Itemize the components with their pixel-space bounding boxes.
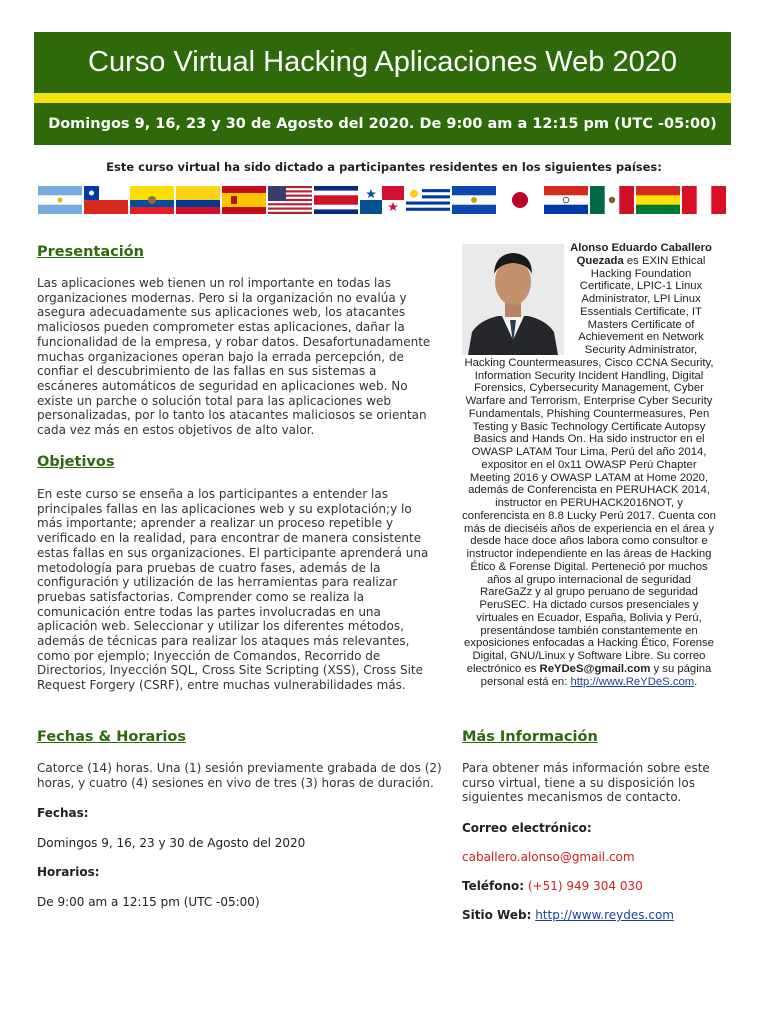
course-schedule: Domingos 9, 16, 23 y 30 de Agosto del 2020. De 9:00 am a 12:15 pm (UTC -05:00): [34, 103, 731, 145]
bio-text: es EXIN Ethical Hacking Foundation Certificate, LPIC-1 Linux Administrator, LPI Linux Essentials Certificate, IT Masters Certificate of Achievement en Network Security Administrator, Hacking Countermeasures, Cisco CCNA Security, Information Security Incident Handling, Digital Forensics, Cybersecurity Management, Cyber Warfare and Terrorism, Enterprise Cyber Security Fundamentals, Phishing Countermeasures, Pen Testing y Basic Technology Certificate Autopsy Basics and Hands On. Ha sido instructor en el OWASP LATAM Tour Lima, Perú del año 2014, expositor en el 0x11 OWASP Perú Chapter Meeting 2016 y OWASP LATAM at Home 2020, además de Conferencista en PERUHACK 2014, instructor en PERUHACK2016NOT, y conferencista en 8.8 Lucky Perú 2017. Cuenta con más de dieciséis años de experiencia en el área y desde hace doce años labora como consultor e instructor independiente en las áreas de Hacking Ético & Forense Digital. Perteneció por muchos años al grupo internacional de seguridad RareGaZz y al grupo peruano de seguridad PeruSEC. Ha dictado cursos presenciales y virtuales en Ecuador, España, Bolivia y Perú, presentándose también constantemente en exposiciones enfocadas a Hacking Ético, Forense Digital, GNU/Linux y Software Libre. Su correo electrónico es: [462, 254, 716, 675]
fechas-text: Catorce (14) horas. Una (1) sesión previamente grabada de dos (2) horas, y cuatro (4) sesiones en vivo de tres (3) horas de duración.: [37, 761, 442, 790]
fechas-value: Domingos 9, 16, 23 y 30 de Agosto del 2020: [37, 836, 306, 850]
site-row: [462, 908, 674, 922]
info-title: Más Información: [462, 729, 598, 745]
spain-flag: [222, 186, 266, 214]
bio-text-2: y su página personal está en:: [480, 662, 712, 688]
banner-stripe: [34, 93, 731, 103]
colombia-flag: [176, 186, 220, 214]
bolivia-flag: [636, 186, 680, 214]
presentacion-title: Presentación: [37, 244, 144, 260]
fechas-title: Fechas & Horarios: [37, 729, 186, 745]
objetivos-title: Objetivos: [37, 454, 115, 470]
japan-flag: [498, 186, 542, 214]
mexico-flag: [590, 186, 634, 214]
course-title: Curso Virtual Hacking Aplicaciones Web 2020: [34, 32, 731, 93]
objetivos-text: En este curso se enseña a los participantes a entender las principales fallas en las aplicaciones web y su explotación;y lo más importante; aprender a realizar un proceso repetible y verificado en la realidad, para encontrar de manera consistente estas fallas en sus organizaciones. El participante aprenderá una metodología para pruebas de cuatro fases, además de la configuración y utilización de las herramientas para realizar pruebas satisfactorias. Comprender como se realiza la comunicación entre todas las partes involucradas en una aplicación web. Seleccionar y utilizar los diferentes métodos, además de técnicas para realizar los ataques más relevantes, como por ejemplo; Inyección de Comandos, Recorrido de Directorios, Inyección SQL, Cross Site Scripting (XSS), Cross Site Request Forgery (CSRF), entre muchas vulnerabilidades más.: [37, 487, 429, 693]
site-label: Sitio Web:: [462, 908, 532, 922]
chile-flag: [84, 186, 128, 214]
horarios-label: Horarios:: [37, 865, 100, 879]
presentacion-text: Las aplicaciones web tienen un rol importante en todas las organizaciones modernas. Pero si la organización no evalúa y asegura adecuadamente sus aplicaciones web, los atacantes maliciosos pueden comprometer estas aplicaciones, dañar la funcionalidad de la empresa, y robar datos. Desafortunadamente muchas organizaciones operan bajo la errada percepción, de confiar el descubrimiento de las fallas en sus sistemas a escáneres automáticos de seguridad en aplicaciones web. No existe un parche o solución total para las aplicaciones web personalizadas, por lo tanto los atacantes maliciosos se orientan cada vez más en estos objetivos de alto valor.: [37, 276, 431, 438]
bio-website-link[interactable]: http://www.ReYDeS.com: [570, 675, 695, 688]
info-text: Para obtener más información sobre este curso virtual, tiene a su disposición los siguientes mecanismos de contacto.: [462, 761, 710, 805]
bio-photo-space: [461, 242, 565, 356]
fechas-label: Fechas:: [37, 806, 89, 820]
argentina-flag: [38, 186, 82, 214]
costa-rica-flag: [314, 186, 358, 214]
email-label: Correo electrónico:: [462, 821, 592, 835]
peru-flag: [682, 186, 726, 214]
panama-flag: [360, 186, 404, 214]
bio-end: .: [694, 675, 698, 688]
email-value[interactable]: caballero.alonso@gmail.com: [462, 850, 635, 864]
flags-row: [38, 186, 728, 216]
usa-flag: [268, 186, 312, 214]
site-link[interactable]: http://www.reydes.com: [535, 908, 674, 922]
uruguay-flag: [406, 186, 450, 214]
paraguay-flag: [544, 186, 588, 214]
el-salvador-flag: [452, 186, 496, 214]
phone-row: [462, 879, 643, 893]
ecuador-flag: [130, 186, 174, 214]
instructor-name: Alonso Eduardo Caballero Quezada: [570, 242, 712, 267]
bio-email: ReYDeS@gmail.com: [539, 662, 651, 675]
phone-label: Teléfono:: [462, 879, 525, 893]
countries-note: Este curso virtual ha sido dictado a participantes residentes en los siguientes países:: [106, 160, 662, 174]
instructor-bio: [461, 242, 717, 688]
horarios-value: De 9:00 am a 12:15 pm (UTC -05:00): [37, 895, 260, 909]
phone-value[interactable]: (+51) 949 304 030: [527, 879, 643, 893]
